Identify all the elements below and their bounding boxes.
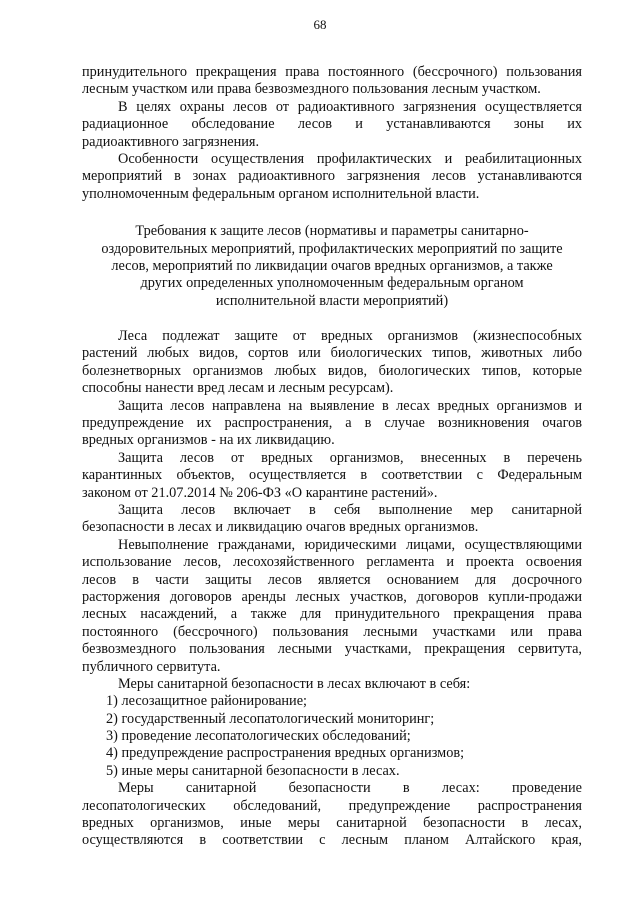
paragraph [82,450,582,502]
paragraph [82,151,582,203]
text-line: Невыполнение гражданами, юридическими лицами, осуществляющими [118,536,582,553]
paragraph [82,537,582,676]
heading-line: Требования к защите лесов (нормативы и параметры санитарно- [135,223,529,240]
paragraph [82,398,582,450]
text-line: безопасности в лесах и ликвидацию очагов вредных организмов. [82,519,479,536]
document-body [82,64,582,850]
heading-spacer [82,310,582,328]
text-line: способны нанести вред лесам и лесным ресурсам). [82,380,394,397]
text-line: радиоактивного загрязнения. [82,133,260,150]
text-line: Меры санитарной безопасности в лесах включают в себя: [118,675,471,692]
paragraph [82,64,582,99]
text-line: Меры санитарной безопасности в лесах: проведение [118,780,582,797]
text-line: Защита лесов от вредных организмов, внесенных в перечень [118,449,582,466]
text-line: лесопатологических обследований, предупреждение распространения [82,797,582,814]
text-line: лесов в части защиты лесов является основанием для досрочного [82,571,582,588]
heading-line: других определенных уполномоченным федеральным органом [140,275,524,292]
text-line: радиационное обследование лесов и устанавливаются зоны их [82,116,582,133]
text-line: расторжения договоров аренды лесных участков, договоров купли-продажи [82,588,582,605]
section-heading [82,223,582,310]
text-line: использование лесов, лесохозяйственного регламента и проекта освоения [82,554,582,571]
text-line: мероприятий в зонах радиоактивного загрязнения лесов устанавливаются [82,168,582,185]
text-line: уполномоченным федеральным органом исполнительной власти. [82,185,480,202]
text-line: Защита лесов направлена на выявление в лесах вредных организмов и [118,397,582,414]
list-item: 2) государственный лесопатологический мониторинг; [106,710,435,727]
text-line: предупреждение их распространения, а в случае возникновения очагов [82,415,582,432]
paragraph [82,676,582,693]
text-line: Леса подлежат защите от вредных организмов (жизнеспособных [118,328,582,345]
text-line: вредных организмов - на их ликвидацию. [82,432,335,449]
list-item: 4) предупреждение распространения вредных организмов; [106,745,465,762]
text-line: Особенности осуществления профилактических и реабилитационных [118,150,582,167]
text-line: Защита лесов включает в себя выполнение мер санитарной [118,501,582,518]
text-line: вредных организмов, иные меры санитарной безопасности в лесах, [82,815,582,832]
paragraph [82,780,582,850]
list-item: 1) лесозащитное районирование; [106,693,308,710]
page-number: 68 [313,17,327,32]
text-line: осуществляются в соответствии с лесным планом Алтайского края, [82,832,582,849]
paragraph [82,328,582,398]
text-line: В целях охраны лесов от радиоактивного загрязнения осуществляется [118,98,582,115]
text-line: безвозмездного пользования лесными участками, прекращения сервитута, [82,641,582,658]
heading-line: оздоровительных мероприятий, профилактических мероприятий по защите [101,240,563,257]
text-line: карантинных объектов, осуществляется в соответствии с Федеральным [82,467,582,484]
heading-line: исполнительной власти мероприятий) [215,292,449,309]
heading-line: лесов, мероприятий по ликвидации очагов вредных организмов, а также [111,257,553,274]
text-line: публичного сервитута. [82,658,221,675]
measures-list [82,693,582,780]
list-item: 5) иные меры санитарной безопасности в лесах. [106,762,400,779]
paragraph [82,99,582,151]
text-line: законом от 21.07.2014 № 206-ФЗ «О карантине растений». [82,484,438,501]
paragraph [82,502,582,537]
text-line: принудительного прекращения права постоянного (бессрочного) пользования [82,64,582,80]
text-line: постоянного (бессрочного) пользования лесными участками или права [82,623,582,640]
text-line: лесным участком или права безвозмездного пользования лесным участком. [82,81,541,98]
list-item: 3) проведение лесопатологических обследований; [106,728,411,745]
text-line: лесных насаждений, а также для принудительного прекращения права [82,606,582,623]
heading-spacer [82,203,582,223]
text-line: болезнетворных организмов любых видов, биологических типов, которые [82,362,582,379]
text-line: растений любых видов, сортов или биологических типов, животных либо [82,345,582,362]
